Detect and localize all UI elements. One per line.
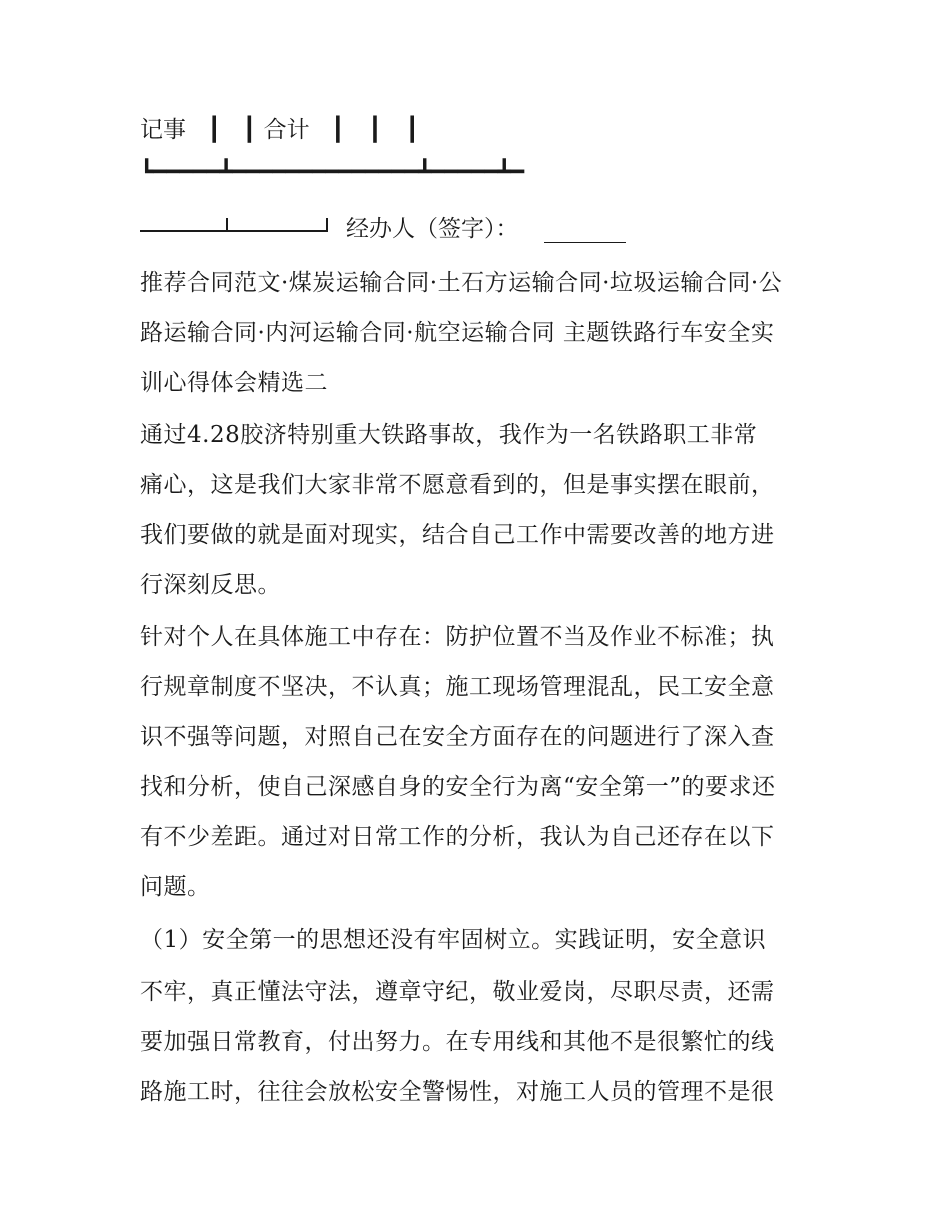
- paragraph-line: 识不强等问题，对照自己在安全方面存在的问题进行了深入查: [140, 724, 775, 750]
- paragraph-line: 行规章制度不坚决，不认真；施工现场管理混乱，民工安全意: [140, 674, 775, 700]
- form-rule-segment: [140, 230, 226, 232]
- paragraph-line: 训心得体会精选二: [140, 370, 328, 396]
- signer-label: 经办人（签字）：: [346, 216, 519, 242]
- paragraph-line: 有不少差距。通过对日常工作的分析，我认为自己还存在以下: [140, 824, 775, 850]
- signature-blank: [544, 242, 626, 243]
- form-label-notes: 记事: [140, 117, 186, 143]
- form-separator: ┃: [368, 117, 382, 143]
- form-rule-end: [326, 218, 328, 232]
- paragraph-line: 痛心，这是我们大家非常不愿意看到的，但是事实摆在眼前，: [140, 472, 775, 498]
- paragraph-line: 要加强日常教育，付出努力。在专用线和其他不是很繁忙的线: [140, 1029, 775, 1055]
- paragraph-line: 不牢，真正懂法守法，遵章守纪，敬业爱岗，尽职尽责，还需: [140, 979, 775, 1005]
- form-separator: ┃: [405, 117, 420, 143]
- form-separator: ┃: [242, 117, 257, 143]
- paragraph-line: 我们要做的就是面对现实，结合自己工作中需要改善的地方进: [140, 522, 775, 548]
- paragraph-line: 通过4.28胶济特别重大铁路事故，我作为一名铁路职工非常: [140, 422, 758, 448]
- form-separator: ┃: [207, 117, 222, 143]
- paragraph-line: （1）安全第一的思想还没有牢固树立。实践证明，安全意识: [140, 927, 767, 953]
- form-label-total: 合计: [263, 117, 310, 143]
- form-rule-segment: [228, 230, 326, 232]
- paragraph-line: 针对个人在具体施工中存在：防护位置不当及作业不标准；执: [140, 624, 775, 650]
- paragraph-line: 推荐合同范文·煤炭运输合同·土石方运输合同·垃圾运输合同·公: [140, 270, 783, 296]
- paragraph-line: 行深刻反思。: [140, 572, 281, 598]
- paragraph-line: 路运输合同·内河运输合同·航空运输合同 主题铁路行车安全实: [140, 320, 775, 346]
- paragraph-line: 找和分析，使自己深感自身的安全行为离“安全第一”的要求还: [140, 774, 776, 800]
- form-bottom-rule: ┗━━━━━┻━━━━━━━━━━━━━━┻━━━━━┻━: [140, 160, 525, 185]
- paragraph-line: 路施工时，往往会放松安全警惕性，对施工人员的管理不是很: [140, 1079, 775, 1105]
- form-separator: ┃: [330, 117, 345, 143]
- paragraph-line: 问题。: [140, 874, 211, 900]
- signature-row: [140, 214, 700, 244]
- form-row-notes: [140, 115, 419, 145]
